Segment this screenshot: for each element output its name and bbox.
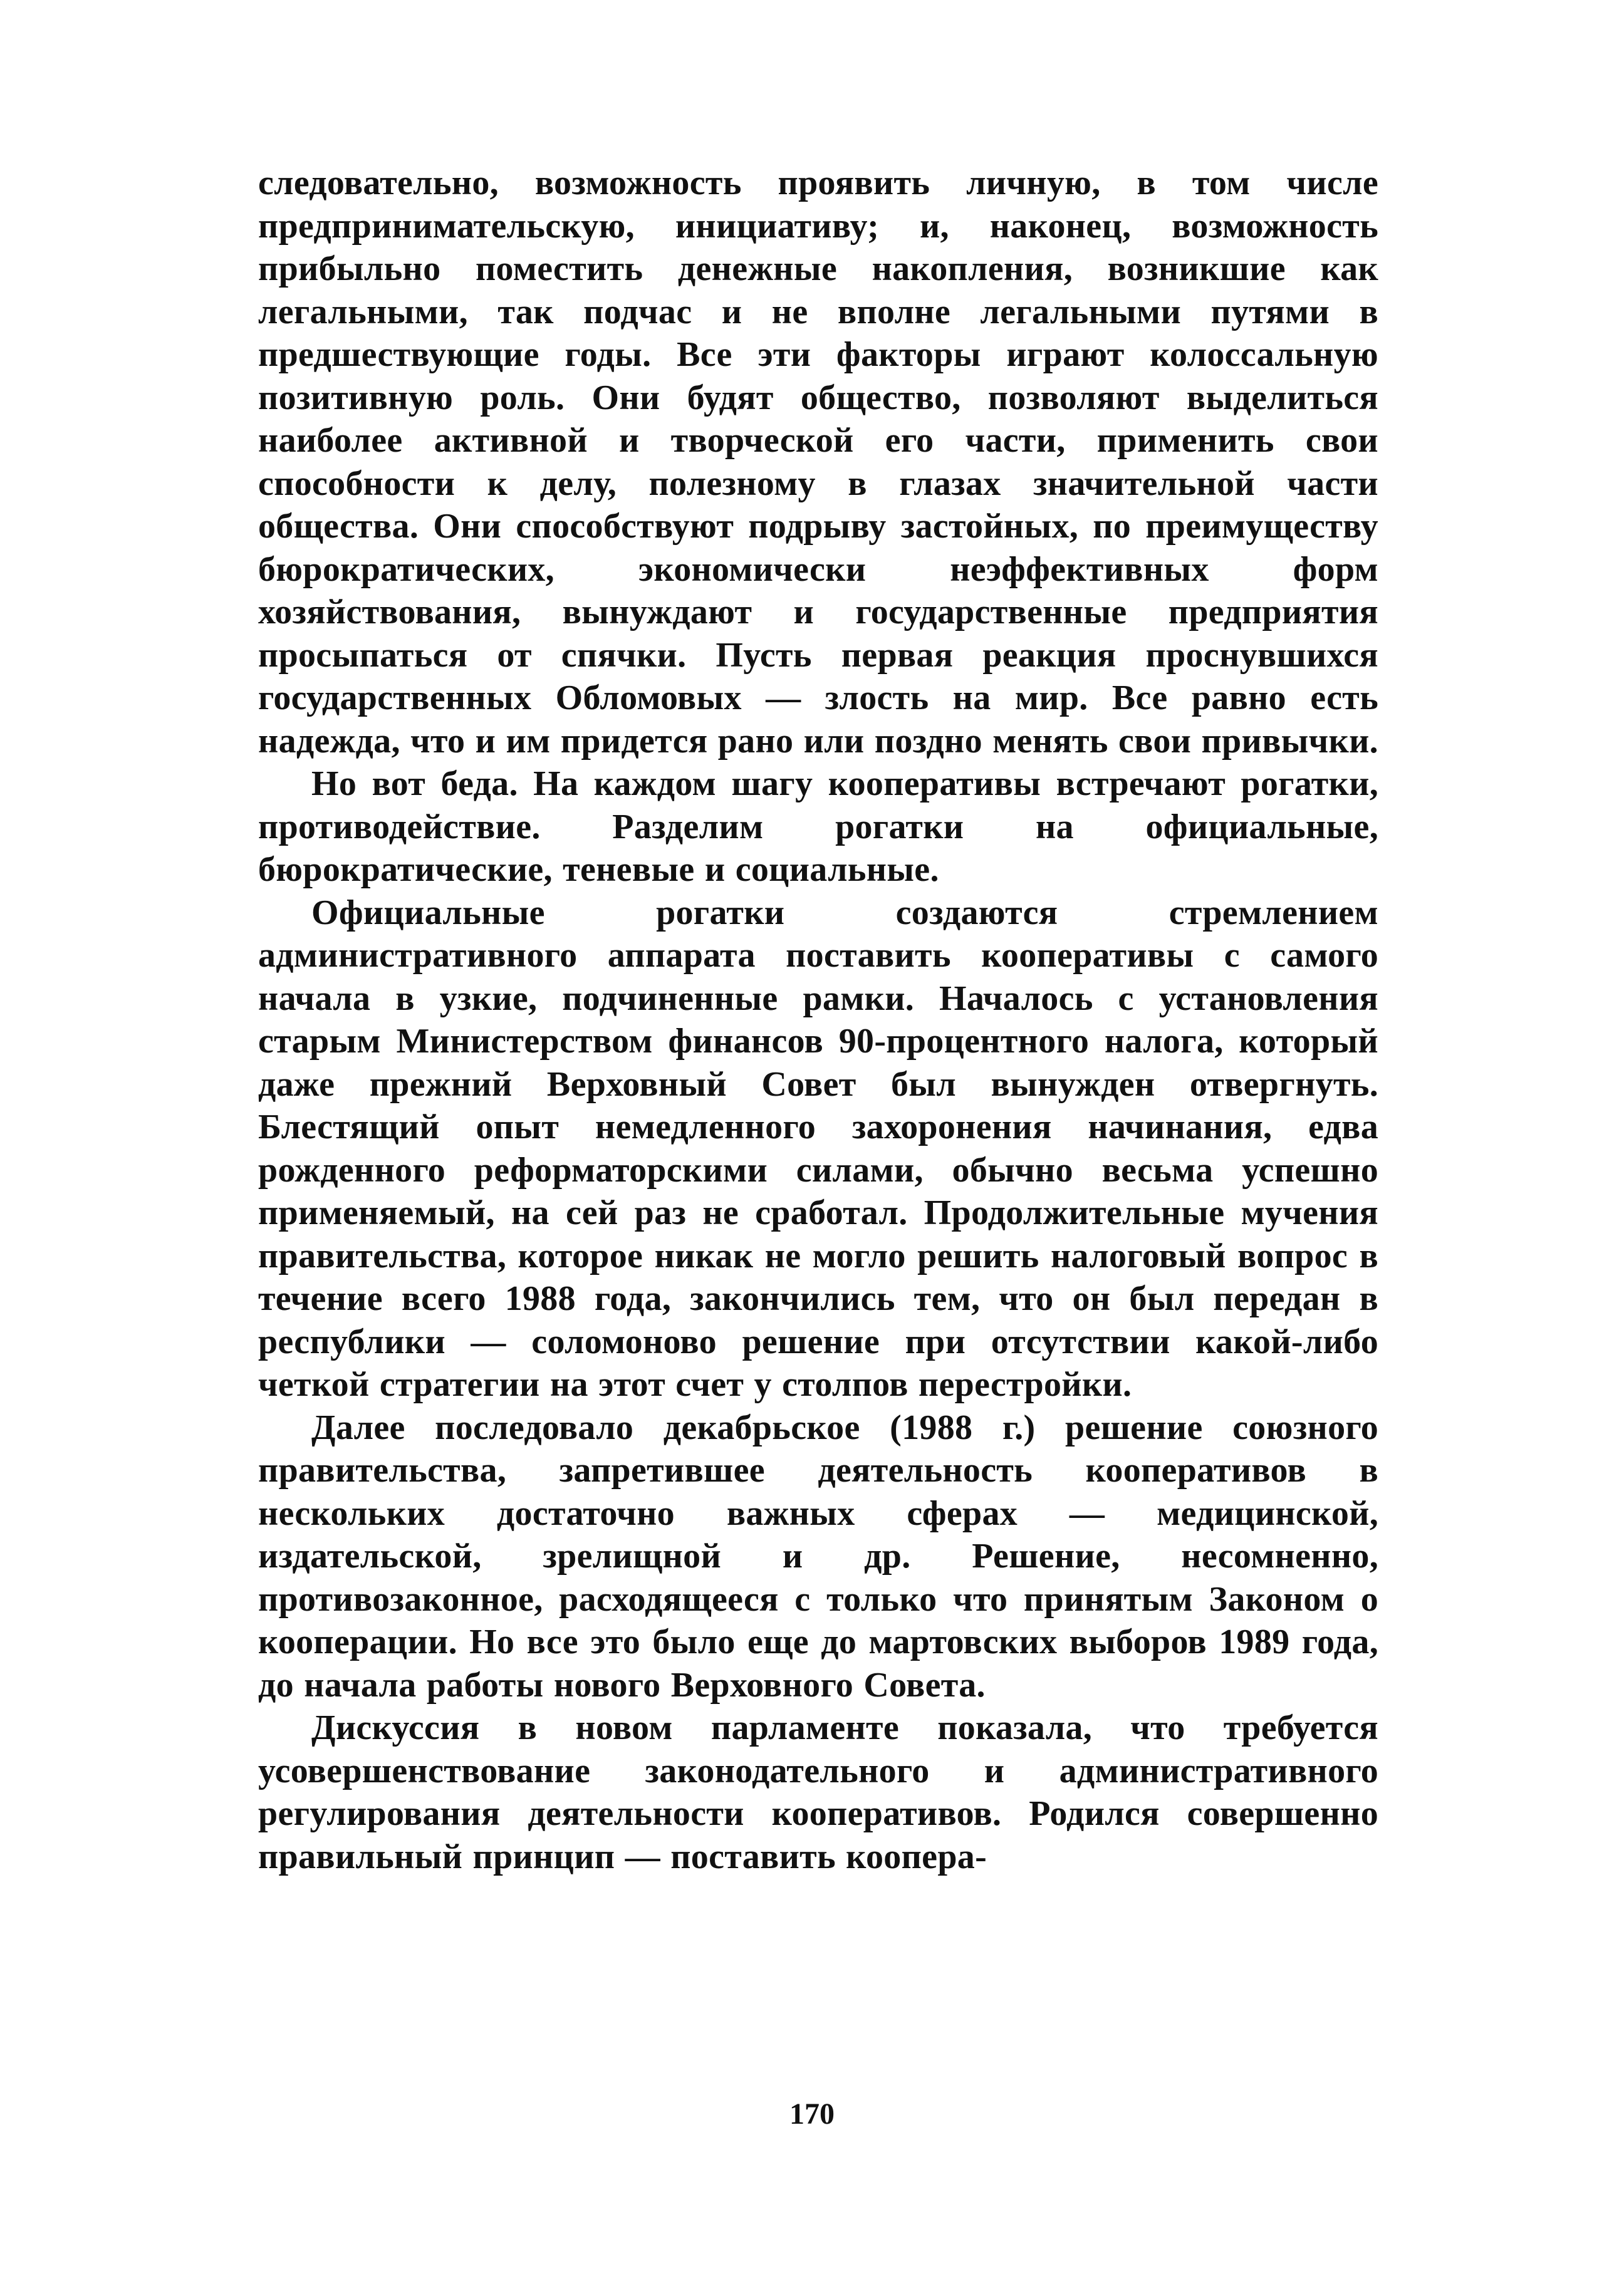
paragraph-continuation: следовательно, возможность проявить личную, в том числе предпринимательскую, инициативу; и, наконец, возможность прибыльно поместить денежные накопления, возникшие как легальными, так подчас и не вполне легальными путями в предшествующие годы. Все эти факторы играют колоссальную позитивную роль. Они будят общество, позволяют выделиться наиболее активной и творческой его части, применить свои способности к делу, полезному в глазах значительной части общества. Они способствуют подрыву застойных, по преимуществу бюрократических, экономически неэффективных форм хозяйствования, вынуждают и государственные предприятия просыпаться от спячки. Пусть первая реакция проснувшихся государственных Обломовых — злость на мир. Все равно есть надежда, что и им придется рано или поздно менять свои привычки. xyxy=(258,164,1378,761)
paragraph-parliament-discussion: Дискуссия в новом парламенте показала, что требуется усовершенствование законодательного и административного регулирования деятельности кооперативов. Родился совершенно правильный принцип — поставить коопера- xyxy=(258,1708,1378,1876)
paragraph-official-obstacles: Официальные рогатки создаются стремлением административного аппарата поставить кооперативы с самого начала в узкие, подчиненные рамки. Началось с установления старым Министерством финансов 90-процентного налога, который даже прежний Верховный Совет был вынужден отвергнуть. Блестящий опыт немедленного захоронения начинания, едва рожденного реформаторскими силами, обычно весьма успешно применяемый, на сей раз не сработал. Продолжительные мучения правительства, которое никак не могло решить налоговый вопрос в течение всего 1988 года, закончились тем, что он был передан в республики — соломоново решение при отсутствии какой-либо четкой стратегии на этот счет у столпов перестройки. xyxy=(258,893,1378,1404)
paragraph-december-decision: Далее последовало декабрьское (1988 г.) решение союзного правительства, запретившее деятельность кооперативов в нескольких достаточно важных сферах — медицинской, издательской, зрелищной и др. Решение, несомненно, противозаконное, расходящееся с только что принятым Законом о кооперации. Но все это было еще до мартовских выборов 1989 года, до начала работы нового Верховного Совета. xyxy=(258,1408,1378,1705)
paragraph-cooperatives-obstacles: Но вот беда. На каждом шагу кооперативы встречают рогатки, противодействие. Разделим рогатки на официальные, бюрократические, теневые и социальные. xyxy=(258,764,1378,889)
page-body xyxy=(258,162,1378,1878)
page-number: 170 xyxy=(789,2097,835,2131)
